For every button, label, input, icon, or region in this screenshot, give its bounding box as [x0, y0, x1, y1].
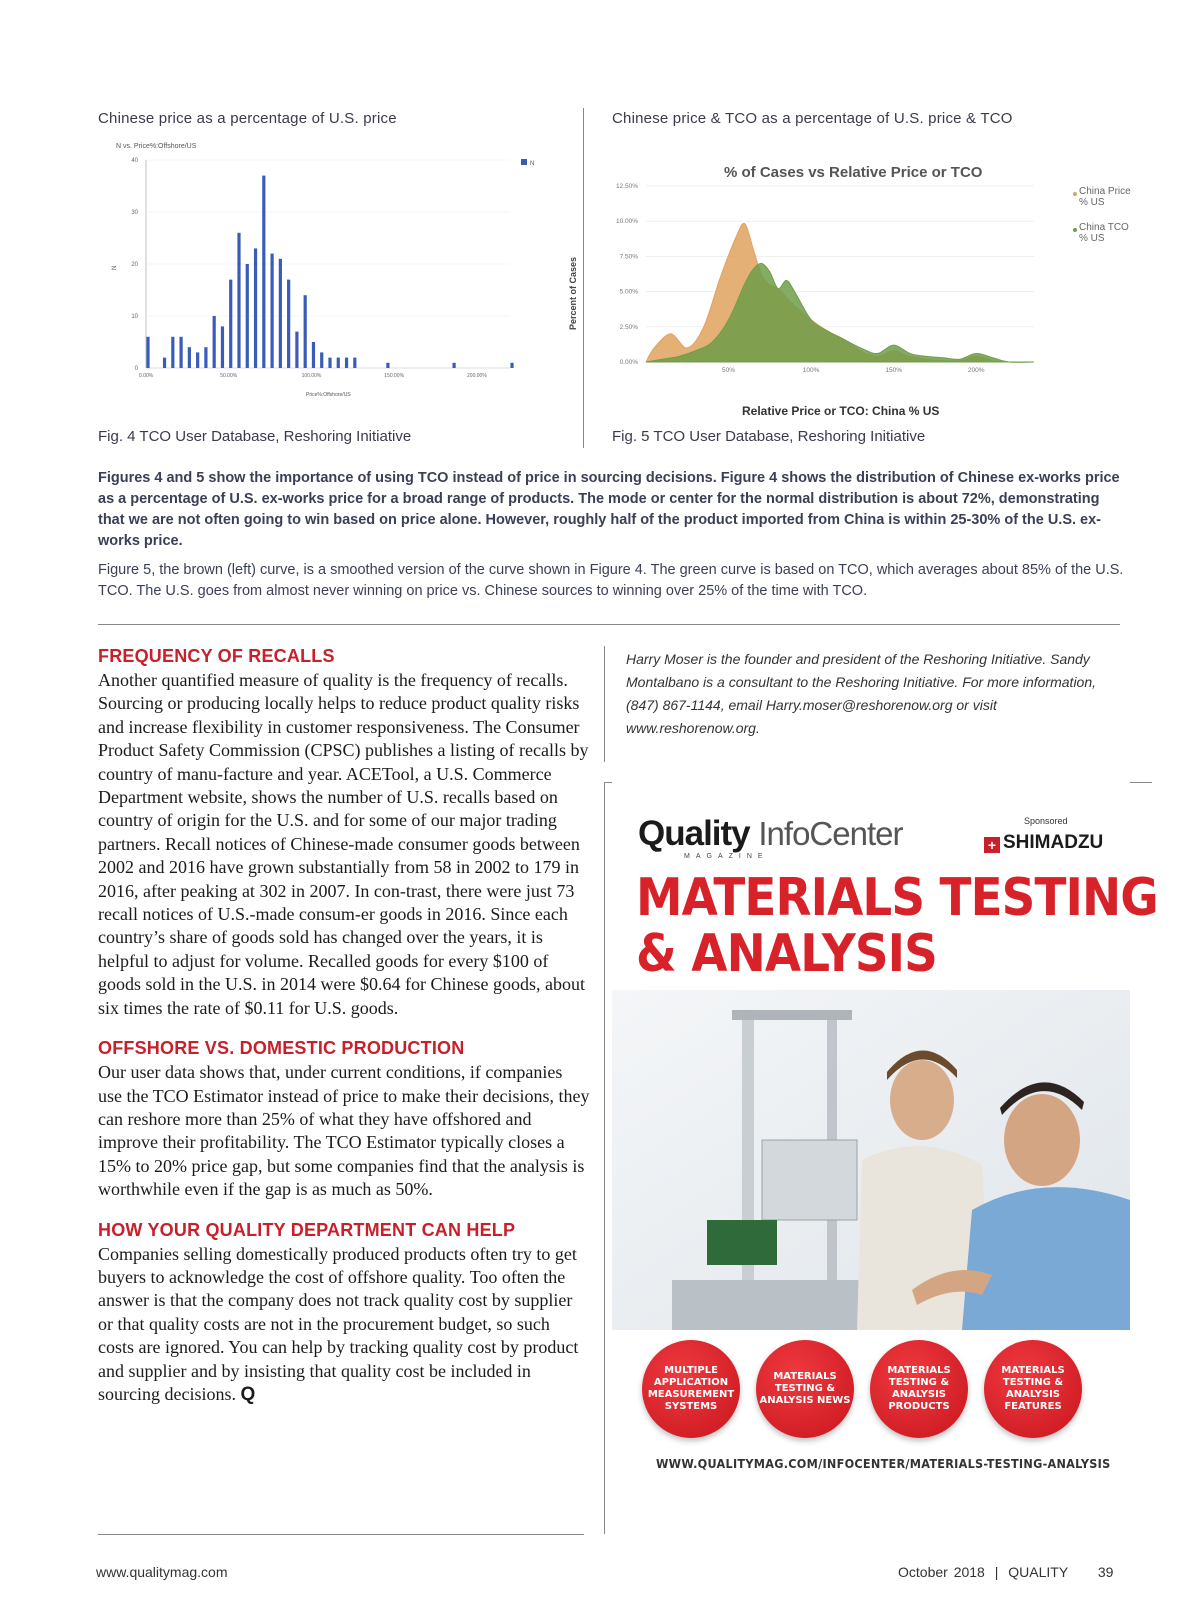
fig4-ytick-label: 40	[131, 158, 138, 164]
fig5-xtick-label: 50%	[722, 367, 736, 374]
sponsor-name: SHIMADZU	[1003, 832, 1104, 853]
summary-paragraph-2: Figure 5, the brown (left) curve, is a smoothed version of the curve shown in Figure 4. The green curve is based on TCO, which averages about 85% of the U.S. TCO. The U.S. goes from almost never winning on price vs. Chinese sources to winning over 25% of the time with TCO.	[98, 562, 1124, 599]
quality-infocenter-logo	[638, 814, 902, 854]
fig4-chart	[98, 138, 538, 408]
fig5-caption: Fig. 5 TCO User Database, Reshoring Initiative	[612, 428, 926, 445]
ad-left-rule	[604, 782, 605, 1534]
ad-headline-line-2: & ANALYSIS	[636, 924, 937, 984]
fig4-xtick-label: 200.00%	[467, 373, 487, 379]
logo-magazine-text: MAGAZINE	[684, 853, 769, 860]
ad-url-link[interactable]: WWW.QUALITYMAG.COM/INFOCENTER/MATERIALS-TESTING-ANALYSIS	[656, 1456, 1111, 1471]
figure-divider	[583, 108, 584, 448]
fig4-bar	[270, 254, 273, 368]
ad-headline-line-1: MATERIALS TESTING	[636, 868, 1158, 928]
fig4-bar	[221, 326, 224, 368]
infocenter-ad[interactable]	[612, 780, 1158, 1520]
article-column	[98, 646, 590, 1406]
button-news-label: MATERIALS TESTING & ANALYSIS NEWS	[759, 1371, 851, 1406]
fig4-caption: Fig. 4 TCO User Database, Reshoring Initiative	[98, 428, 412, 445]
fig4-bar	[262, 176, 265, 368]
fig4-bar	[146, 337, 149, 368]
fig4-bar	[279, 259, 282, 368]
fig5-xtick-label: 150%	[885, 367, 902, 374]
fig4-bar	[254, 248, 257, 368]
fig4-legend-swatch	[521, 159, 527, 165]
fig4-chart-title: N vs. Price%:Offshore/US	[116, 143, 197, 150]
section-body-quality-help: Companies selling domestically produced products often try to get buyers to acknowledge the cost of offshore quality. Too often the answer is that the company does not track quality cost by supplier or that quality costs are not in the procurement budget, so such costs are ignored. You can help by tracking quality cost by product and supplier and by insisting that quality cost be included in sourcing decisions.	[98, 1243, 579, 1404]
fig4-bar	[171, 337, 174, 368]
fig5-chart	[568, 150, 1132, 420]
fig4-bar	[179, 337, 182, 368]
summary-rule	[98, 624, 1120, 625]
shimadzu-logo	[984, 832, 1103, 854]
fig5-ytick-label: 12.50%	[615, 183, 638, 190]
fig4-bar	[188, 347, 191, 368]
logo-main-text: Quality	[638, 814, 750, 853]
fig4-xtick-label: 150.00%	[384, 373, 405, 379]
fig5-ylabel: Percent of Cases	[568, 256, 578, 330]
fig5-legend-swatch-price	[1073, 192, 1077, 196]
q-end-icon: Q	[240, 1383, 256, 1405]
fig4-bar	[204, 347, 207, 368]
fig4-xtick-label: 0.00%	[138, 373, 154, 379]
logo-sub-text: InfoCenter	[758, 815, 903, 852]
fig5-area-tco	[646, 263, 1034, 362]
fig4-bar	[287, 280, 290, 368]
fig5-legend-tco: China TCO % US	[1079, 222, 1129, 244]
button-features[interactable]	[984, 1340, 1082, 1438]
fig5-legend-price: China Price % US	[1079, 186, 1131, 208]
fig4-bar	[237, 233, 240, 368]
footer-date: October 2018	[898, 1564, 985, 1580]
fig4-ytick-label: 30	[131, 210, 138, 216]
bio-divider	[604, 646, 605, 762]
section-body-quality-help-wrap	[98, 1243, 590, 1407]
fig4-bar	[196, 352, 199, 368]
fig5-xtick-label: 100%	[802, 367, 820, 374]
fig5-ytick-label: 5.00%	[619, 288, 638, 296]
fig4-xtick-label: 100.00%	[301, 373, 322, 379]
summary-paragraph-1: Figures 4 and 5 show the importance of using TCO instead of price in sourcing decisions. Figure 4 shows the distribution of Chinese ex-works price as a percentage of U.S. ex-works price for a broad range of products. The mode or center for the normal distribution is about 72%, demonstrating that we are not often going to win based on price alone. However, roughly half of the product imported from China is within 25-30% of the U.S. ex-works price.	[98, 470, 1120, 549]
fig5-chart-title: % of Cases vs Relative Price or TCO	[724, 164, 983, 181]
button-features-label: MATERIALS TESTING & ANALYSIS FEATURES	[1001, 1365, 1065, 1412]
fig4-ytick-label: 10	[131, 314, 138, 320]
section-heading-offshore: OFFSHORE VS. DOMESTIC PRODUCTION	[98, 1038, 465, 1059]
section-heading-recalls: FREQUENCY OF RECALLS	[98, 646, 335, 666]
footer-website[interactable]: www.qualitymag.com	[96, 1564, 228, 1580]
fig4-xlabel: Price%:Offshore/US	[306, 392, 351, 398]
footer-separator: |	[994, 1564, 999, 1580]
footer-page-number: 39	[1097, 1564, 1114, 1580]
fig5-xlabel: Relative Price or TCO: China % US	[742, 404, 940, 418]
fig4-bar	[246, 264, 249, 368]
fig5-xtick-label: 200%	[967, 367, 985, 374]
fig4-bar	[229, 280, 232, 368]
section-body-recalls: Another quantified measure of quality is the frequency of recalls. Sourcing or producing locally helps to reduce product quality risks and increase flexibility in customer responsiveness. The Consumer Product Safety Commission (CPSC) publishes a listing of recalls by country of manu-facture and year. ACETool, a U.S. Commerce Department website, shows the number of U.S. recalls based on country of origin for the U.S. and for some of our major trading partners. Recall notices of Chinese-made consumer goods between 2002 and 2016 have grown substantially from 58 in 2002 to 179 in 2016, after peaking at 302 in 2007. In con-trast, there were just 73 recall notices of U.S.-made consum-er goods in 2016. Since each country’s share of goods sold has changed over the years, it is helpful to adjust for volume. Recalled goods for every $100 of goods sold in the U.S. in 2014 were $0.64 for Chinese goods, about six times the rate of $0.11 for U.S. goods.	[98, 670, 589, 1018]
fig4-ytick-label: 0	[134, 366, 138, 372]
footer-rule	[98, 1534, 584, 1535]
fig5-legend	[1073, 186, 1139, 262]
fig4-bar	[328, 358, 331, 368]
fig4-bar	[213, 316, 216, 368]
fig4-bar	[510, 363, 513, 368]
section-body-offshore: Our user data shows that, under current conditions, if companies use the TCO Estimator instead of price to make their decisions, they can reshore more than 25% of what they have offshored and improve their profitability. The TCO Estimator typically closes a 15% to 20% price gap, but some companies find that the analysis is worthwhile even if the gap is as much as 50%.	[98, 1062, 590, 1200]
fig5-ytick-label: 0.00%	[619, 359, 638, 366]
fig4-bar	[295, 332, 298, 368]
fig4-ytick-label: 20	[131, 262, 138, 268]
fig4-legend-label: N	[530, 161, 535, 167]
fig4-ylabel: N	[112, 265, 118, 270]
footer-issue	[898, 1564, 1113, 1580]
fig4-bar	[320, 352, 323, 368]
button-measurement-systems[interactable]	[642, 1340, 740, 1438]
fig5-ytick-label: 10.00%	[615, 218, 638, 226]
fig5-ytick-label: 7.50%	[619, 253, 638, 261]
figure-summary	[98, 468, 1128, 610]
section-heading-quality-help: HOW YOUR QUALITY DEPARTMENT CAN HELP	[98, 1219, 516, 1240]
author-bio: Harry Moser is the founder and president of the Reshoring Initiative. Sandy Montalbano is a consultant to the Reshoring Initiative. For more information, (847) 867-1144, email Harry.moser@reshorenow.org or visit www.reshorenow.org.	[626, 651, 1097, 736]
fig4-bar	[353, 358, 356, 368]
fig4-bar	[163, 358, 166, 368]
fig5-title: Chinese price & TCO as a percentage of U.S. price & TCO	[612, 110, 1013, 127]
ad-headline	[636, 870, 1158, 982]
button-news[interactable]	[756, 1340, 854, 1438]
button-measurement-systems-label: MULTIPLE APPLICATION MEASUREMENT SYSTEMS	[647, 1365, 735, 1412]
button-products-label: MATERIALS TESTING & ANALYSIS PRODUCTS	[887, 1365, 951, 1412]
fig4-bar	[304, 295, 307, 368]
fig5-legend-swatch-tco	[1073, 228, 1077, 232]
fig4-bar	[312, 342, 315, 368]
sponsored-label: Sponsored	[1024, 816, 1068, 826]
fig4-title: Chinese price as a percentage of U.S. price	[98, 110, 397, 127]
footer-magazine: QUALITY	[1008, 1564, 1068, 1580]
button-products[interactable]	[870, 1340, 968, 1438]
lab-photo-illustration	[612, 990, 1130, 1330]
fig4-bar	[345, 358, 348, 368]
shimadzu-plus-icon: +	[984, 837, 1000, 853]
fig4-bar	[386, 363, 389, 368]
fig4-bar	[452, 363, 455, 368]
fig4-xtick-label: 50.00%	[220, 373, 238, 379]
fig4-bar	[337, 358, 340, 368]
fig5-ytick-label: 2.50%	[619, 323, 638, 331]
